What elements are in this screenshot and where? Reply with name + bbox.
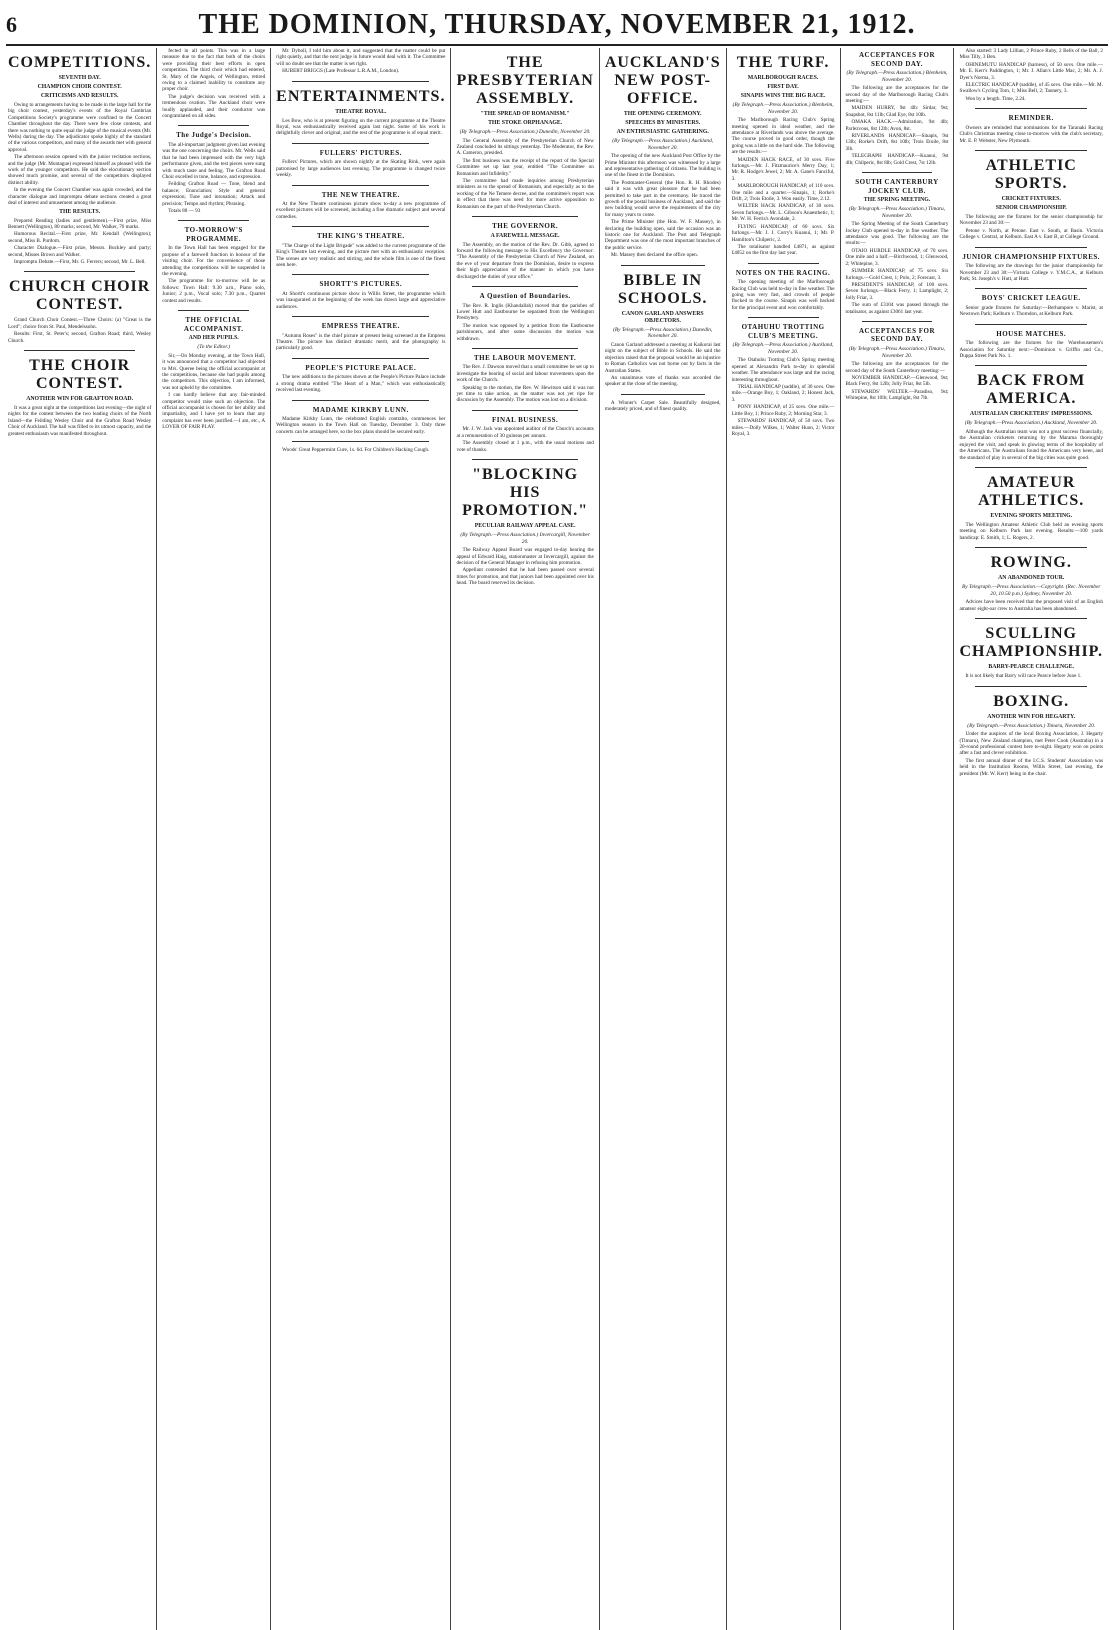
article-subheading: CRITICISMS AND RESULTS. <box>40 93 119 99</box>
article-subheading: REMINDER. <box>1008 114 1054 123</box>
article-paragraph: I can hardly believe that any fair-minded competitor would raise such an objection. The official accompanist is chosen for her ability and impartiality, and I have yet to learn that any complaint has ever been justified.—I am, etc., A LOVER OF FAIR PLAY. <box>162 392 266 431</box>
article-kings <box>276 232 445 268</box>
article-governor <box>456 222 593 280</box>
article-subheading: THE OPENING CEREMONY. <box>623 111 702 117</box>
article-paragraph: Speaking to the motion, the Rev. W. Hewitson said it was not yet time to take action, as the matter was not yet ripe for discussion by the Assembly. The motion was lost on a division. <box>456 384 594 404</box>
article-reminder <box>959 114 1103 144</box>
section-divider <box>975 108 1087 109</box>
article-paragraph: Les Bow, who is at present figuring on the current programme at the Theatre Royal, was enthusiastically received again last night. Some of his work is delightfully clever and original, and the rest of the programme is of equal merit. <box>276 117 446 137</box>
article-paragraph: MAIDEN HACK RACE, of 30 sovs. Five furlongs.—Mr. J. Fitzmaurice's Merry Day, 1; Mr. R. Hodge's Jewel, 2; Mr. A. Gane's Fanciful, 3. <box>731 156 835 182</box>
result-item: Prepared Reading (ladies and gentlemen).—First prize, Miss Bennett (Wellington), 80 marks; second, Mr. Walker, 76 marks. <box>8 217 152 230</box>
article-subheading: ANOTHER WIN FOR HEGARTY. <box>987 713 1076 720</box>
article-paragraph: The Postmaster-General (the Hon. R. H. Rhodes) said it was with great pleasure that he had been permitted to take part in the ceremony. He traced the growth of the postal business of Auckland, and said the new building would serve the requirements of the city for many years to come. <box>604 179 721 218</box>
article-results-cont <box>959 48 1103 102</box>
article-paragraph: Also started: 3 Lady Lillian, 2 Prince Ruby, 2 Bells of the Ball, 2 Miss Tilly, 3 Ben. <box>959 48 1103 61</box>
article-bible-in-schools <box>605 272 721 388</box>
section-divider <box>292 143 429 144</box>
article-paragraph: The opening of the new Auckland Post Office by the Prime Minister this afternoon was witnessed by a large and representative gathering of citizens. The building is one of the finest in the Dominion. <box>604 153 721 179</box>
result-item: Character Dialogue.—First prize, Messrs. Buckley and party; second, Misses Brown and Walker. <box>8 245 152 258</box>
article-subheading: CANON GARLAND ANSWERS OBJECTORS. <box>621 310 704 324</box>
article-ad-curative <box>276 447 445 453</box>
section-divider <box>292 274 429 275</box>
article-letter-cont <box>276 48 445 75</box>
section-divider <box>292 400 429 401</box>
column-1 <box>6 48 156 1630</box>
article-subheading: "THE SPREAD OF ROMANISM." <box>480 111 570 117</box>
column-2 <box>156 48 270 1630</box>
article-subheading: NOTES ON THE RACING. <box>735 268 831 277</box>
article-new-theatre <box>276 191 445 221</box>
article-heading: ATHLETIC SPORTS. <box>985 156 1077 192</box>
article-subheading: THE LABOUR MOVEMENT. <box>474 353 577 362</box>
article-paragraph: The Marlborough Racing Club's Spring meeting opened in ideal weather, and the attendance at Riverlands was above the average. The course proved in good order, though the going was a little on the hard side. The following are the results:— <box>731 117 835 156</box>
article-notes-racing <box>732 269 835 312</box>
article-paragraph: Won by a length. Time, 2.24. <box>965 95 1026 102</box>
article-byline: (By Telegraph.—Press Association.) Auckland, November 20. <box>964 420 1098 427</box>
article-official-accompanist <box>162 316 265 430</box>
article-subheading: SOUTH CANTERBURY JOCKEY CLUB. <box>855 178 939 195</box>
section-divider <box>975 365 1087 366</box>
article-paragraph: The following are the acceptances for the second day of the Marlborough Racing Club's meeting:— <box>845 85 949 104</box>
article-paragraph: It was a great night at the competitions last evening—the night of nights for the contest between the two leading choirs of the North Island—the Feilding Wesley Choir and the Grafton Road Wesley Choir of Auckland. The hall was filled to its utmost capacity, and the greatest enthusiasm was manifested throughout. <box>8 404 152 437</box>
article-church-choir <box>8 278 151 344</box>
article-boys-league <box>959 294 1103 317</box>
section-divider <box>975 247 1087 248</box>
article-athletic-sports <box>959 157 1103 241</box>
article-paragraph: The Prime Minister (the Hon. W. F. Massey), in declaring the building open, said the occasion was an historic one for Auckland. The Post and Telegraph Department was one of the most important branches of the public service. <box>604 219 721 251</box>
article-subheading: FIRST DAY. <box>767 84 799 90</box>
article-paragraph: The Spring Meeting of the South Canterbury Jockey Club opened to-day in fine weather. The attendance was good. The following are the results:— <box>845 221 949 247</box>
article-subheading: SINAPIS WINS THE BIG RACE. <box>740 93 826 99</box>
article-heading: AUCKLAND'S NEW POST-OFFICE. <box>604 54 721 107</box>
column-6 <box>726 48 840 1630</box>
article-paragraph: fected in all points. This was in a large measure due to the fact that both of the choirs were providing their best efforts in open competition. The third choir which had entered, St. Mary of the Angels, of Wellington, retired owing to a claimed inability to constitute any proper choir. <box>162 48 266 93</box>
section-divider <box>748 263 819 264</box>
article-subheading: AN ABANDONED TOUR. <box>998 575 1065 582</box>
columns-container <box>6 48 1108 1630</box>
article-the-choir-contest <box>8 357 151 437</box>
article-paragraph: Canon Garland addressed a meeting at Kaikorai last night on the subject of Bible in Schools. He said the objection raised that the proposal would be an injustice to Roman Catholics was not borne out by facts in the Australian States. <box>604 341 721 374</box>
article-paragraph: The Railway Appeal Board was engaged to-day hearing the appeal of Edward Haig, stationmaster at Invercargill, against the decision of the General Manager in refusing him promotion. <box>456 547 594 566</box>
article-judges-decision <box>162 131 265 214</box>
article-acceptances <box>846 51 949 166</box>
article-subheading: TO-MORROW'S PROGRAMME. <box>184 226 243 243</box>
section-divider <box>975 288 1087 289</box>
article-subheading: MARLBOROUGH RACES. <box>747 75 819 81</box>
article-competitions <box>8 54 151 265</box>
article-byline: (By Telegraph.—Press Association.) Timaru, November 20. <box>848 345 946 359</box>
article-tomorrow <box>162 226 265 304</box>
article-subheading: ANOTHER WIN FOR GRAFTON ROAD. <box>26 395 134 402</box>
column-5 <box>599 48 726 1630</box>
article-heading: CHURCH CHOIR CONTEST. <box>8 278 151 314</box>
article-byline: (To the Editor.) <box>197 344 231 351</box>
article-south-canterbury <box>846 178 949 315</box>
section-divider <box>472 216 577 217</box>
article-paragraph: "Autumn Roses" is the chief picture at present being screened at the Empress Theatre. The picture has distinct dramatic merit, and the photography is particularly good. <box>276 332 446 352</box>
section-divider <box>472 459 577 460</box>
article-paragraph: NOVEMBER HANDICAP.—Glenwood, 9st; Black Ferry, 8st 12lb; Jolly Friar, 8st 5lb. <box>845 374 949 388</box>
article-paragraph: The first business was the receipt of the report of the Special Committee set up last year, entitled "The Committee on Romanism and Infidelity." <box>456 157 594 177</box>
article-empress <box>276 322 445 352</box>
article-paragraph: The Assembly, on the motion of the Rev. Dr. Gibb, agreed to forward the following message to His Excellency the Governor: "The Assembly of the Presbyterian Church of New Zealand, on the eve of your departure from the Dominion, desire to express their high appreciation of the manner in which you have discharged the duties of your office." <box>456 241 594 280</box>
article-byline: (By Telegraph.—Press Association.) Blenheim, November 20. <box>732 102 834 115</box>
article-byline: (By Telegraph.—Press Association.) Invercargill, November 20. <box>460 532 590 545</box>
article-subheading: THE KING'S THEATRE. <box>317 232 405 241</box>
article-paragraph: At the New Theatre continuous picture show to-day a new programme of excellent pictures will be screened, including a fine dramatic subject and several comedies. <box>276 201 446 220</box>
article-amateur-athletics <box>959 474 1103 541</box>
article-heading: THE PRESBYTERIAN ASSEMBLY. <box>456 54 594 107</box>
article-choir-cont <box>162 48 265 119</box>
article-subheading: ACCEPTANCES FOR SECOND DAY. <box>858 51 935 68</box>
article-subheading: THE GOVERNOR. <box>492 222 559 231</box>
section-divider <box>292 226 429 227</box>
article-entertainments <box>276 88 445 137</box>
article-heading: "BLOCKING HIS PROMOTION." <box>462 466 589 519</box>
article-paragraph: Grand Church Choir Contest.—Three Choirs: (a) "Great is the Lord"; choice from St. Paul, Mendelssohn. <box>8 317 152 330</box>
article-subheading: BOYS' CRICKET LEAGUE. <box>981 294 1081 303</box>
article-paragraph: OTAIO HURDLE HANDICAP, of 70 sovs. One mile and a half.—Birchwood, 1; Glenwood, 2; Whitepine, 3. <box>845 247 949 267</box>
article-byline: (By Telegraph.—Press Association.) Blenheim, November 20. <box>846 70 948 83</box>
article-subheading: AUSTRALIAN CRICKETERS' IMPRESSIONS. <box>969 411 1093 418</box>
article-heading: COMPETITIONS. <box>8 54 152 71</box>
article-acceptances-2 <box>846 327 949 402</box>
section-divider <box>178 220 249 221</box>
article-paragraph: The Otahuhu Trotting Club's Spring meeting opened at Alexandra Park to-day in splendid weather. The attendance was large and the racing interesting throughout. <box>731 357 835 383</box>
section-divider <box>975 467 1087 468</box>
article-subheading: EVENING SPORTS MEETING. <box>990 512 1073 519</box>
article-paragraph: OMAKA HACK.—Admiration, 9st 4lb; Parlezvous, 8st 12lb; Avon, 8st. <box>845 119 949 132</box>
section-divider <box>24 350 135 351</box>
article-paragraph: The all-important judgment given last evening was the one concerning the choirs. Mr. Wells said that he had been impressed with the very high performance given, and the test pieces were sung with much taste and feeling. The Grafton Road Choir excelled in tone, balance, and expression. <box>162 141 266 180</box>
article-subheading: PEOPLE'S PICTURE PALACE. <box>305 363 417 372</box>
article-kirkby-lunn <box>276 406 445 436</box>
article-fullers <box>276 149 445 179</box>
article-subheading: The Judge's Decision. <box>176 131 252 140</box>
article-subheading: SENIOR CHAMPIONSHIP. <box>995 204 1067 211</box>
section-divider <box>621 394 705 395</box>
article-paragraph: Appellant contended that he had been passed over several times for promotion, and that juniors had been appointed over his head. The board reserved its decision. <box>456 567 594 587</box>
article-subheading: THE OFFICIAL ACCOMPANIST. <box>183 316 244 333</box>
article-paragraph: The first annual dinner of the I.C.S. Students' Association was held in the Institution Rooms, Willis Street, last evening, the president (Mr. W. Kerr) being in the chair. <box>959 757 1103 777</box>
article-paragraph: Under the auspices of the local Boxing Association, J. Hegarty (Timaru), New Zealand champion, met Peter Cook (Australia) in a 20-round professional contest here to-night. Hegarty won on points after a fast and clever exhibition. <box>959 731 1103 757</box>
article-paragraph: Senior grade fixtures for Saturday:—Berhampore v. Marist, at Newtown Park; Kelburn v. Thorndon, at Kelburn Park. <box>959 304 1103 318</box>
article-byline: (By Telegraph.—Press Association.) Dunedin, November 20. <box>613 326 713 340</box>
article-paragraph: The Rev. R. Inglis (Khandallah) moved that the parishes of Lower Hutt and Eastbourne be separated from the Wellington Presbytery. <box>456 302 594 322</box>
article-junior-fixtures <box>959 253 1103 283</box>
section-divider <box>292 185 429 186</box>
article-subheading: OTAHUHU TROTTING CLUB'S MEETING. <box>741 323 825 340</box>
article-paragraph: FLYING HANDICAP, of 60 sovs. Six furlongs.—Mr. J. J. Corry's Kuanui, 1; Mr. P. Hamilton's Chilperic, 2. <box>731 223 835 243</box>
article-auckland-post-office <box>605 54 721 259</box>
article-paragraph: Woods' Great Peppermint Cure, 1s. 6d. For Children's Hacking Cough. <box>282 447 430 454</box>
article-the-turf <box>732 54 835 257</box>
article-paragraph: The totalisator handled £4871, as against £4052 on the first day last year. <box>731 243 835 257</box>
article-paragraph: The General Assembly of the Presbyterian Church of New Zealand concluded its sittings yesterday. The Moderator, the Rev. A. Cameron, presided. <box>456 137 594 157</box>
article-paragraph: A Winner's Carpet Sale. Beautifully designed, moderately priced, and of finest quality. <box>604 399 721 413</box>
section-divider <box>292 81 429 82</box>
article-paragraph: The new additions to the pictures shown at the People's Picture Palace include a strong drama entitled "The Heart of a Man," which was enthusiastically received last evening. <box>276 374 446 394</box>
article-question-boundaries <box>456 292 593 342</box>
article-subheading: MADAME KIRKBY LUNN. <box>312 405 409 414</box>
section-divider <box>292 441 429 442</box>
section-divider <box>748 317 819 318</box>
article-paragraph: STEWARDS' WELTER.—Paradiso, 9st; Whitepine, 8st 10lb; Lamplight, 8st 7lb. <box>845 388 949 402</box>
article-paragraph: SUMMER HANDICAP, of 75 sovs. Six furlongs.—Gold Crest, 1; Polo, 2; Forecast, 3. <box>845 268 949 281</box>
article-subheading: THEATRE ROYAL. <box>335 108 387 115</box>
article-labour-movement <box>456 354 593 404</box>
article-byline: (By Telegraph.—Press Association.) Auckland, November 20. <box>732 342 834 355</box>
result-item: Impromptu Debate.—First, Mr. G. Ferrers; second, Mr. L. Bell. <box>14 258 146 265</box>
article-paragraph: MAIDEN HURRY, 9st 4lb: Sirdar, 9st; Snapshot, 8st 11lb; Glad Eye, 8st 10lb. <box>845 105 949 118</box>
article-heading: ROWING. <box>990 554 1072 572</box>
article-subheading: FULLERS' PICTURES. <box>319 148 402 157</box>
article-heading: BIBLE IN SCHOOLS. <box>618 271 708 307</box>
column-4 <box>450 48 598 1630</box>
article-byline: (By Telegraph.—Press Association.) Dunedin, November 20. <box>459 129 591 135</box>
article-back-from-america <box>959 372 1103 461</box>
article-subheading: SEVENTH DAY. <box>58 75 101 81</box>
article-subheading: AND HER PUPILS. <box>188 335 239 342</box>
article-byline: (By Telegraph.—Press Association.) Timaru, November 20. <box>848 206 946 219</box>
article-subheading: JUNIOR CHAMPIONSHIP FIXTURES. <box>962 252 1101 261</box>
article-otahuhu <box>732 323 835 437</box>
article-paragraph: The following are the drawings for the junior championship for November 23 and 30:—Victoria College v. Y.M.C.A., at Kelburn Park; St. Joseph's v. Hutt, at Hutt. <box>959 263 1103 282</box>
article-sculling <box>959 625 1103 679</box>
article-subheading: THE STOKE ORPHANAGE. <box>488 120 563 126</box>
results-heading: THE RESULTS. <box>59 208 101 215</box>
section-divider <box>292 358 429 359</box>
article-byline: (By Telegraph.—Press Association.) Auckland, November 20. <box>612 138 714 151</box>
article-paragraph: In the evening the Concert Chamber was again crowded, and the character dialogue and impromptu debate sections created a great deal of interest and amusement among the audience. <box>8 187 152 207</box>
section-divider <box>472 348 577 349</box>
article-paragraph: "The Charge of the Light Brigade" was added to the current programme of the King's Theatre last evening, and the picture met with an enthusiastic reception. The scenes are very realistic and stirring, and the whole film is one of the finest seen here. <box>276 242 446 268</box>
section-divider <box>621 265 705 266</box>
section-divider <box>862 172 933 173</box>
section-divider <box>178 310 249 311</box>
column-7 <box>840 48 954 1630</box>
article-paragraph: Mr. Massey then declared the office open. <box>610 252 699 259</box>
article-heading: SCULLING CHAMPIONSHIP. <box>959 625 1103 661</box>
result-item: Humorous Recital.—First prize, Mr. Kendall (Wellington); second, Miss B. Purdom. <box>8 231 152 244</box>
article-paragraph: The following are the fixtures for the Warehousemen's Association for Saturday next:—Dominion v. Griffin and Co., Duppa Street Park No. 1. <box>959 340 1103 359</box>
article-subheading: ACCEPTANCES FOR SECOND DAY. <box>858 326 935 344</box>
article-paragraph: OHINEMUTU HANDICAP (harness), of 50 sovs. One mile.—Mr. E. Kerr's Paddington, 1; Mr. J. Allan's Little Mac, 2; Mr. A. J. Dyer's Norma, 3. <box>959 61 1103 81</box>
section-divider <box>975 686 1087 687</box>
section-divider <box>24 271 135 272</box>
article-paragraph: The following are the acceptances for the second day of the South Canterbury meeting:— <box>845 361 949 374</box>
article-paragraph: Madame Kirkby Lunn, the celebrated English contralto, commences her Wellington season in the Town Hall on Tuesday, December 3. Only three concerts can be arranged here, so the box plans should be secured early. <box>276 416 446 435</box>
article-ad-sports <box>605 400 721 413</box>
newspaper-title: THE DOMINION, THURSDAY, NOVEMBER 21, 1912. <box>198 9 916 40</box>
article-subheading: FINAL BUSINESS. <box>492 415 559 424</box>
article-subheading: THE SPRING MEETING. <box>863 197 931 204</box>
article-subheading: EMPRESS THEATRE. <box>321 322 400 331</box>
article-paragraph: ELECTRIC HANDICAP (saddle), of 45 sovs. One mile.—Mr. M. Swallow's Cycling Tom, 1; Miss Bell, 2; Tannery, 3. <box>959 82 1103 95</box>
article-paragraph: At Shortt's continuous picture show in Willis Street, the programme which was inaugurated at the beginning of the week has drawn large and appreciative audiences. <box>276 290 446 310</box>
article-paragraph: WELTER HACK HANDICAP, of 30 sovs. Seven furlongs.—Mr. L. Gibson's Anaesthetic, 1; Mr. W. H. Ferris's Avondale, 2. <box>731 203 835 223</box>
article-paragraph: The committee had made inquiries among Presbyterian ministers as to the spread of Romanism, and especially as to the working of the Ne Temere decree, and the committee's report was in effect that there was need for more active opposition to Romanism on the part of the Presbyterian Church. <box>456 178 594 210</box>
article-subheading: SPEECHES BY MINISTERS. <box>625 120 701 126</box>
article-heading: BACK FROM AMERICA. <box>977 372 1086 408</box>
article-peoples <box>276 364 445 394</box>
article-paragraph: Petone v. North, at Petone. East v. South, at Basin. Victoria College v. Central, at Kelburn. East A v. East B, at College Ground. <box>959 227 1103 241</box>
article-shortt <box>276 280 445 310</box>
section-divider <box>975 547 1087 548</box>
article-heading: AMATEUR ATHLETICS. <box>978 473 1085 509</box>
article-paragraph: Owing to arrangements having to be made in the large hall for the big choir contest, yesterday's events of the Royal Cambrian Competitions Society's programme were confined to the Concert Chamber throughout the day. There were few close contests, and there was nothing to quite equal the judge of the musical events (Mr. Wells) during the day. The adjudicator spoke highly of the standard of the various competitors, and many of the awards met with general approval. <box>8 102 152 153</box>
article-subheading: THE NEW THEATRE. <box>321 190 400 199</box>
article-paragraph: An unanimous vote of thanks was accorded the speaker at the close of the meeting. <box>604 374 721 388</box>
article-subheading: CRICKET FIXTURES. <box>1001 195 1061 202</box>
article-paragraph: The sum of £3104 was passed through the totalisator, as against £3061 last year. <box>845 302 949 315</box>
article-paragraph: It is not likely that Barry will race Pearce before June 1. <box>965 673 1082 680</box>
article-paragraph: In the Town Hall has been engaged for the purpose of a farewell function in honour of the visiting choir. For the convenience of those attending the competitions will be suspended in the evening. <box>162 245 266 278</box>
masthead <box>6 6 1108 46</box>
section-divider <box>178 125 249 126</box>
article-paragraph: RIVERLANDS HANDICAP.—Sinapis, 9st 13lb; Rorke's Drift, 8st 10lb; Trois Etoile, 8st 3lb. <box>845 133 949 152</box>
article-paragraph: Owners are reminded that nominations for the Taranaki Racing Club's Christmas meeting close to-morrow with the club's secretary, Mr. E. P. Webster, New Plymouth. <box>959 124 1103 144</box>
article-paragraph: Although the Australian team was not a great success financially, the Australian cricketers returning by the Marama thoroughly enjoyed the visit, and speak in glowing terms of the hospitality of the Americans. The Australians found the Americans very keen, and the standard of play in several of the big cities was quite good. <box>959 428 1103 461</box>
column-8 <box>953 48 1108 1630</box>
article-byline: (By Telegraph.—Press Association.) Timaru, November 20. <box>967 722 1096 729</box>
article-paragraph: Advices have been received that the proposed visit of an English amateur eight-oar crew to Australia has been abandoned. <box>959 599 1103 612</box>
article-paragraph: HUBERT BRIGGS (Late Professor L.R.A.M., London). <box>282 68 400 75</box>
article-paragraph: The Wellington Amateur Athletic Club held an evening sports meeting on Kelburn Park last evening. Results:—100 yards handicap: E. Smith, 1; L. Rogers, 2. <box>959 521 1103 541</box>
article-paragraph: Mr. J. W. Jack was appointed auditor of the Church's accounts at a remuneration of 30 guineas per annum. <box>456 426 594 439</box>
article-paragraph: TRIAL HANDICAP (saddle), of 30 sovs. One mile.—Orange Boy, 1; Oakland, 2; Honest Jack, 3. <box>731 384 835 403</box>
article-paragraph: The motion was opposed by a petition from the Eastbourne parishioners, and after some discussion the motion was withdrawn. <box>456 322 594 342</box>
section-divider <box>975 324 1087 325</box>
article-paragraph: Fullers' Pictures, which are shown nightly at the Skating Rink, were again patronised by large audiences last evening. The programme is changed twice weekly. <box>276 159 446 179</box>
article-subheading: HOUSE MATCHES. <box>996 329 1067 338</box>
score-totals: Totals 88 — 93 <box>168 208 201 215</box>
article-paragraph: The following are the fixtures for the senior championship for November 23 and 30:— <box>959 213 1103 227</box>
article-paragraph: The judge's decision was received with a tremendous ovation. The Auckland choir were loudly applauded, and their conductor was congratulated on all sides. <box>162 93 266 120</box>
article-paragraph: The programme for to-morrow will be as follows: Town Hall: 9.30 a.m., Piano solo, Junior; 2 p.m., Vocal solo; 7.30 p.m., Quartet contest and results. <box>162 278 266 304</box>
article-rowing <box>959 554 1103 612</box>
section-divider <box>862 321 933 322</box>
article-heading: THE CHOIR CONTEST. <box>29 356 131 392</box>
article-subheading: AN ENTHUSIASTIC GATHERING. <box>616 129 709 135</box>
article-subheading: PECULIAR RAILWAY APPEAL CASE. <box>474 523 576 529</box>
article-house-matches <box>959 330 1103 360</box>
article-blocking-promotion <box>456 466 593 587</box>
article-heading: BOXING. <box>993 692 1070 710</box>
article-subheading: BARRY-PEARCE CHALLENGE. <box>988 664 1075 671</box>
article-subheading: CHAMPION CHOIR CONTEST. <box>37 84 122 90</box>
article-heading: THE TURF. <box>736 54 830 71</box>
article-boxing <box>959 693 1103 777</box>
article-paragraph: Results: First, St. Peter's; second, Grafton Road; third, Wesley Church. <box>8 331 152 344</box>
article-paragraph: The Assembly closed at 1 p.m., with the usual motions and vote of thanks. <box>456 440 594 453</box>
article-subheading: A Question of Boundaries. <box>479 292 571 300</box>
article-paragraph: Sir,—On Monday evening, at the Town Hall, it was announced that a competitor had objected to Mrs. Queree being the official accompanist at the competitions, because she had pupils among the competitors. This objection, I am informed, was not upheld by the committee. <box>162 352 266 391</box>
column-3 <box>270 48 450 1630</box>
article-final-business <box>456 416 593 453</box>
article-paragraph: PRESIDENT'S HANDICAP, of 100 sovs. Seven furlongs.—Black Ferry, 1; Lamplight, 2; Jolly Friar, 3. <box>845 281 949 301</box>
article-paragraph: STEWARDS' HANDICAP, of 50 sovs. Two miles.—Dolly Wilkes, 1; Walter Huon, 2; Victor Royal, 3. <box>731 418 835 437</box>
section-divider <box>292 316 429 317</box>
article-subheading: SHORTT'S PICTURES. <box>319 280 403 289</box>
article-byline: By Telegraph.—Press Association.—Copyright. (Rec. November 20, 10.50 p.m.) Sydney, November 20. <box>961 584 1101 597</box>
article-paragraph: PONY HANDICAP, of 25 sovs. One mile.—Little Boy, 1; Prince Ruby, 2; Morning Star, 3. <box>731 404 835 417</box>
article-paragraph: The afternoon session opened with the junior recitation sections, and the judge (Mr. Montague) expressed himself as pleased with the work of the younger competitors. He said the elocutionary section showed much promise, and several of the competitors displayed distinct ability. <box>8 154 152 186</box>
article-paragraph: Feilding Grafton Road — Tone, blend and balance; Enunciation; Style and general expression; Tune and intonation; Attack and precision; Tempo and rhythm; Phrasing. <box>162 181 266 207</box>
article-heading: ENTERTAINMENTS. <box>276 87 446 105</box>
article-paragraph: The opening meeting of the Marlborough Racing Club was held to-day in fine weather. The going was very fast, and crowds of people flocked to the course. Sinapis was well backed for the principal event and won comfortably. <box>731 279 835 311</box>
section-divider <box>472 410 577 411</box>
section-divider <box>472 286 577 287</box>
article-paragraph: The Rev. J. Dawson moved that a small committee be set up to investigate the bearing of social and labour movements upon the work of the Church. <box>456 364 594 384</box>
article-paragraph: MARLBOROUGH HANDICAP, of 110 sovs. One mile and a quarter.—Sinapis, 1; Rorke's Drift, 2; Trois Etoile, 3. Won easily. Time, 2.12. <box>731 183 835 203</box>
article-paragraph: Mr. Dyboll, I told him about it, and suggested that the matter could be put right quietly, and that the next judge in future would deal with it. The Committee will no doubt see that the matter is set right. <box>276 48 446 67</box>
article-presbyterian <box>456 54 593 210</box>
section-divider <box>975 150 1087 151</box>
article-paragraph: TELEGRAPH HANDICAP.—Kuanui, 9st 4lb; Chilperic, 8st 8lb; Gold Crest, 7st 12lb. <box>845 153 949 166</box>
article-subheading: A FAREWELL MESSAGE. <box>490 232 560 239</box>
section-divider <box>975 618 1087 619</box>
page-number: 6 <box>6 12 17 37</box>
